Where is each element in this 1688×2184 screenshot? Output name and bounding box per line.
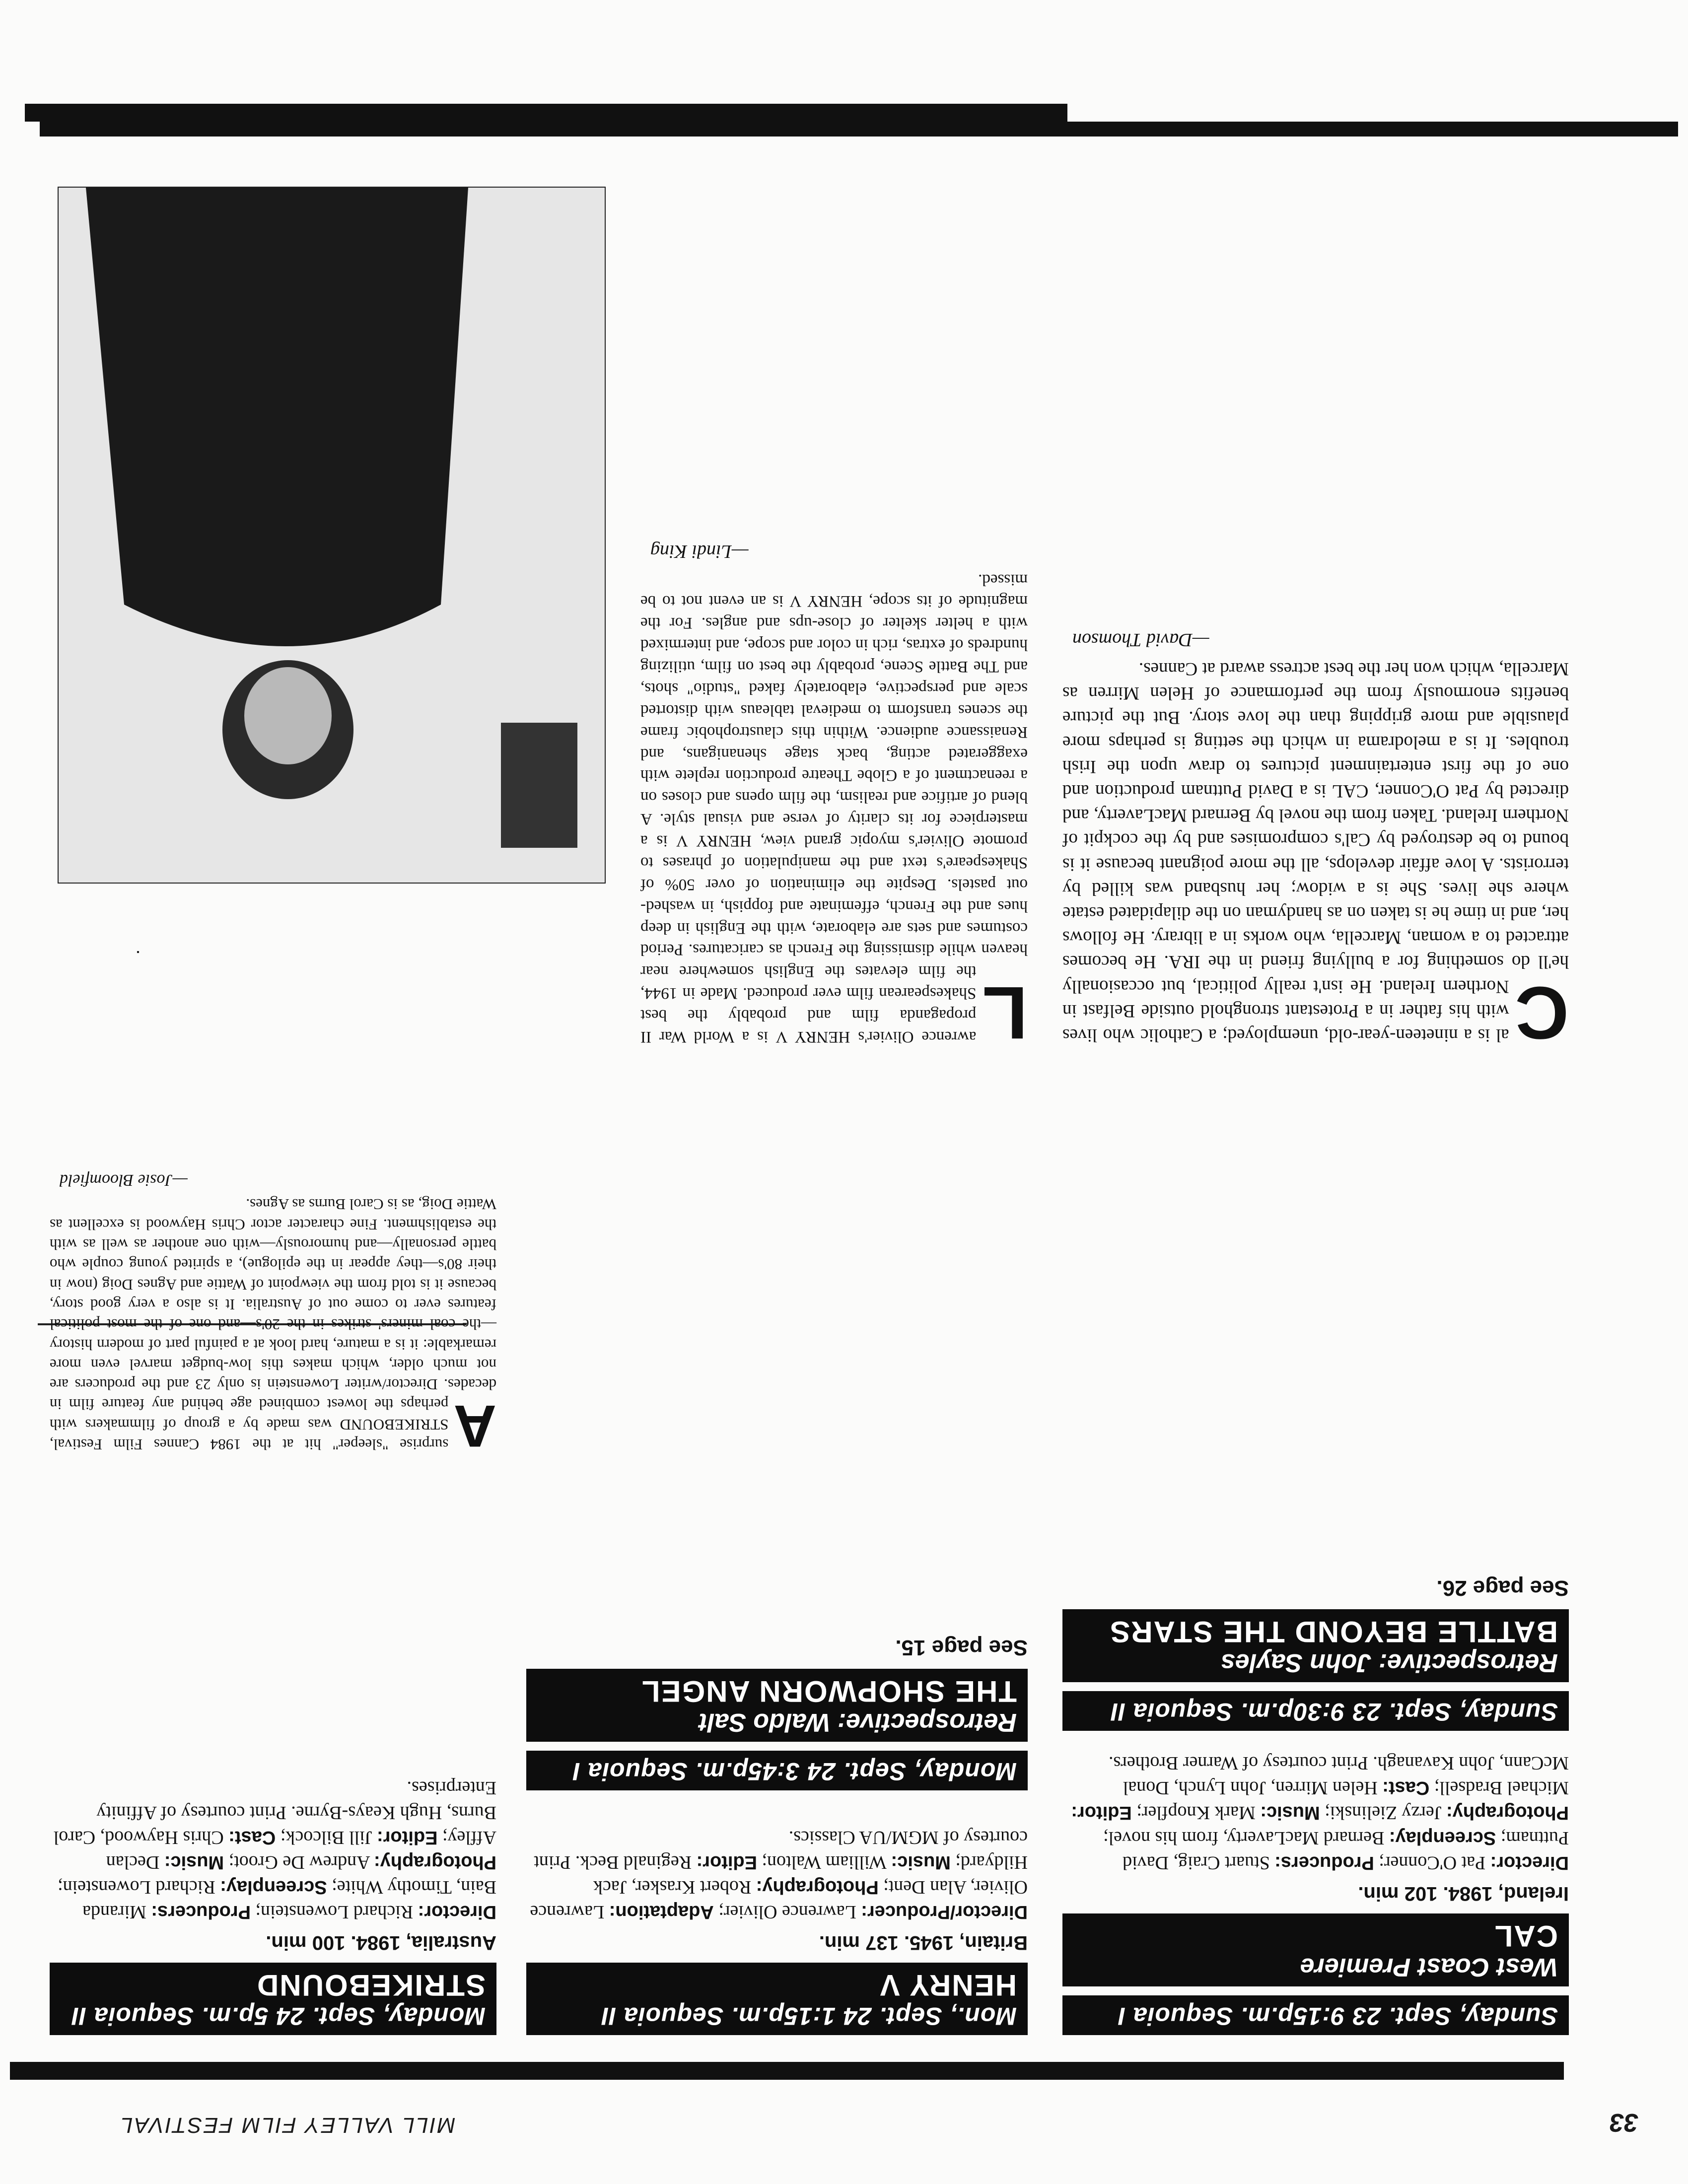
henry-credits <box>526 1825 1028 1925</box>
cal-credit-names: Jerzy Zielinski; <box>1325 1802 1442 1824</box>
henry-review <box>640 506 1028 1055</box>
henry-dropcap: L <box>982 971 1028 1055</box>
cal-credit-names: Stuart Craig, David Puttnam; <box>1123 1827 1569 1873</box>
strike-credit-names: Jill Bilcock; <box>280 1827 372 1848</box>
battle-title: BATTLE BEYOND THE STARS <box>1109 1615 1558 1648</box>
battle-see-page: See page 26. <box>1436 1575 1569 1600</box>
cal-review <box>1062 594 1569 1055</box>
cal-credit-names: Pat O'Conner; <box>1379 1852 1486 1873</box>
strike-credit-names: Richard Lowenstein; <box>58 1877 215 1898</box>
cal-credit-role: Cast: <box>1382 1777 1430 1799</box>
strike-dropcap: A <box>453 1393 496 1459</box>
cal-body-text: al is a nineteen-year-old, unemployed; a Catholic who lives with his father in a Protestant stronghold outside Belfast in Northern Ireland. He isn't really political, but occasionally he'll do something for a bullying friend in the IRA. He becomes attracted to a woman, Marcella, who works in a library. He follows her, and in time he is taken on as handyman on the dilapidated estate where she lives. She is a widow; her husband was killed by terrorists. A love affair develops, all the more poignant because it is bound to be destroyed by Cal's compromises and by the cockpit of Northern Ireland. Taken from the novel by Bernard MacLaverty, and directed by Pat O'Conner, CAL is a David Puttnam production and one of the first entertainment pictures to draw upon the Irish troubles. It is a melodrama in which the setting is perhaps more plausible and more gripping than the love story. But the picture benefits enormously from the performance of Helen Mirren as Marcella, which won her the best actress award at Cannes. <box>1062 658 1569 1045</box>
cal-credit-names: Michael Bradsell; <box>1434 1777 1569 1799</box>
strike-credit-names: Andrew De Groot; <box>228 1852 370 1873</box>
strike-credit-names: Miranda Bain, Timothy White; <box>82 1877 496 1923</box>
henry-credit-role: Music: <box>891 1852 951 1873</box>
angel-title: THE SHOPWORN ANGEL <box>640 1674 1017 1708</box>
cal-credit-role: Music: <box>1260 1802 1320 1824</box>
strike-credit-role: Photography: <box>374 1852 496 1873</box>
henry-credit-role: Editor: <box>696 1852 757 1873</box>
battle-subtitle: Retrospective: John Sayles <box>1220 1648 1558 1678</box>
henry-credit-names: Lawrence Olivier; <box>718 1902 856 1923</box>
strike-credit-role: Cast: <box>228 1827 276 1848</box>
cal-credit-names: Bernard MacLaverty, from his novel; <box>1103 1827 1385 1848</box>
cal-credit-names: Mark Knopfler; <box>1136 1802 1256 1824</box>
cal-schedule: Sunday, Sept. 23 9:15p.m. Sequoia I <box>1118 2002 1558 2030</box>
henry-credit-names: Lawrence Olivier, Alan Dent; <box>530 1877 1028 1923</box>
header-rule <box>10 2062 1564 2080</box>
cal-dropcap: C <box>1515 971 1569 1055</box>
angel-title-banner <box>526 1669 1028 1742</box>
strike-body-text: surprise "sleeper" hit at the 1984 Cannes Film Festival, STRIKEBOUND was made by a group of filmmakers with perhaps the lowest combined age behind any feature film in decades. Director/writer Lowenstein is only 23 and the producers are not much older, which makes this low-budget marvel even more remarkable: it is a mature, hard look at a painful part of modern history—the coal miners' strikes in the 20's—and one of the most political features ever to come out of Australia. It is also a very good story, because it is told from the viewpoint of Wattie and Agnes Doig (now in their 80's—they appear in the epilogue), a spirited young couple who battle personally—and humorously—with one another as well as with the establishment. Fine character actor Chris Haywood is excellent as Wattie Doig, as is Carol Burns as Agnes. <box>50 1196 496 1453</box>
cal-credit-role: Screenplay: <box>1389 1827 1496 1848</box>
strike-credit-names: Declan Affley; <box>106 1827 496 1873</box>
column-cal <box>1062 1546 1569 2035</box>
strike-banner <box>50 1963 496 2036</box>
cal-credit-role: Editor: <box>1071 1802 1132 1824</box>
henry-meta: Britain, 1945. 137 min. <box>819 1932 1028 1954</box>
henry-schedule: Mon., Sept. 24 1:15p.m. Sequoia II <box>601 2002 1017 2030</box>
henry-title: HENRY V <box>879 1969 1017 2002</box>
strike-credit-names: Chris Haywood, Carol Burns, Hugh Keays-Byrne. Print courtesy of Affinity Enterprises. <box>53 1777 496 1848</box>
cal-body <box>1062 657 1569 1055</box>
cal-attribution: —David Thomson <box>1072 629 1209 650</box>
strike-attribution: —Josie Bloomfield <box>60 1171 188 1190</box>
footer-rule-thick <box>25 104 1067 122</box>
cal-meta: Ireland, 1984. 102 min. <box>1358 1882 1569 1905</box>
angel-subtitle: Retrospective: Waldo Salt <box>699 1708 1017 1737</box>
angel-schedule: Monday, Sept. 24 3:45p.m. Sequoia I <box>572 1757 1017 1785</box>
cal-title: CAL <box>1493 1919 1558 1953</box>
cal-photo <box>58 187 606 884</box>
henry-credit-role: Photography: <box>756 1877 879 1898</box>
cal-credits <box>1062 1751 1569 1875</box>
henry-attribution: —Lindi King <box>650 541 749 562</box>
strike-credit-role: Producers: <box>151 1902 251 1923</box>
strike-schedule: Monday, Sept. 24 5p.m. Sequoia II <box>71 2002 486 2030</box>
strike-title: STRIKEBOUND <box>256 1969 486 2002</box>
henry-credit-names: Reginald Beck. Print courtesy of MGM/UA Classics. <box>534 1827 1028 1873</box>
footer-rule <box>40 122 1678 136</box>
cal-subtitle: West Coast Premiere <box>1300 1953 1558 1982</box>
photo-spacer-2 <box>137 951 139 953</box>
henry-body <box>640 568 1028 1055</box>
photo-spacer <box>38 1323 467 1325</box>
cal-banner <box>1062 1996 1569 2036</box>
battle-banner <box>1062 1691 1569 1731</box>
strike-credit-role: Editor: <box>377 1827 438 1848</box>
henry-credit-names: Robert Krasker, Jack Hildyard; <box>593 1852 1028 1898</box>
cal-credit-role: Director: <box>1490 1852 1569 1873</box>
battle-title-banner <box>1062 1609 1569 1683</box>
henry-credit-role: Adaptation: <box>609 1902 714 1923</box>
cal-credit-role: Producers: <box>1274 1852 1374 1873</box>
cal-credit-role: Photography: <box>1446 1802 1569 1824</box>
cal-title-banner <box>1062 1913 1569 1987</box>
strike-credit-role: Director: <box>418 1902 496 1923</box>
strike-meta: Australia, 1984. 100 min. <box>266 1932 496 1954</box>
henry-credit-names: William Walton; <box>762 1852 887 1873</box>
column-strikebound <box>50 1775 496 2035</box>
battle-schedule: Sunday, Sept. 23 9:30p.m. Sequoia II <box>1110 1698 1558 1726</box>
strike-credit-role: Screenplay: <box>220 1877 327 1898</box>
angel-banner <box>526 1751 1028 1790</box>
henry-body-text: awrence Olivier's HENRY V is a World War II propaganda film and probably the best Shakespearean film ever produced. Made in 1944, the film elevates the English somewhere near heaven while dismissing the French as caricatures. Period costumes and sets are elaborate, with the English in deep hues and the French, effeminate and foppish, in washed-out pastels. Despite the elimination of over 50% of Shakespeare's text and the manipulation of phrases to promote Olivier's myopic grand view, HENRY V is a masterpiece for its clarity of verse and visual style. A blend of artifice and realism, the film opens and closes on a reenactment of a Globe Theatre production replete with exaggerated acting, back stage shenanigans, and Renaissance audience. Within this claustrophobic frame the scenes transform to medieval tableaus with distorted scale and perspective, elaborately faked "studio" shots, and The Battle Scene, probably the best on film, utilizing hundreds of extras, rich in color and scope, and intermixed with a helter skelter of close-ups and angles. For the magnitude of its scope, HENRY V is an event not to be missed. <box>640 570 1028 1046</box>
column-henry <box>526 1605 1028 2035</box>
henry-banner <box>526 1963 1028 2036</box>
cal-credit-names: Helen Mirren, John Lynch, Donal McCann, John Kavanagh. Print courtesy of Warner Brothers. <box>1108 1753 1569 1799</box>
strike-credit-role: Music: <box>164 1852 224 1873</box>
strike-credits <box>50 1775 496 1925</box>
publication-title: MILL VALLEY FILM FESTIVAL <box>119 2113 456 2137</box>
angel-see-page: See page 15. <box>895 1635 1028 1660</box>
strike-credit-names: Richard Lowenstein; <box>255 1902 414 1923</box>
page-number: 33 <box>1610 2108 1638 2137</box>
henry-credit-role: Director/Producer: <box>861 1902 1028 1923</box>
